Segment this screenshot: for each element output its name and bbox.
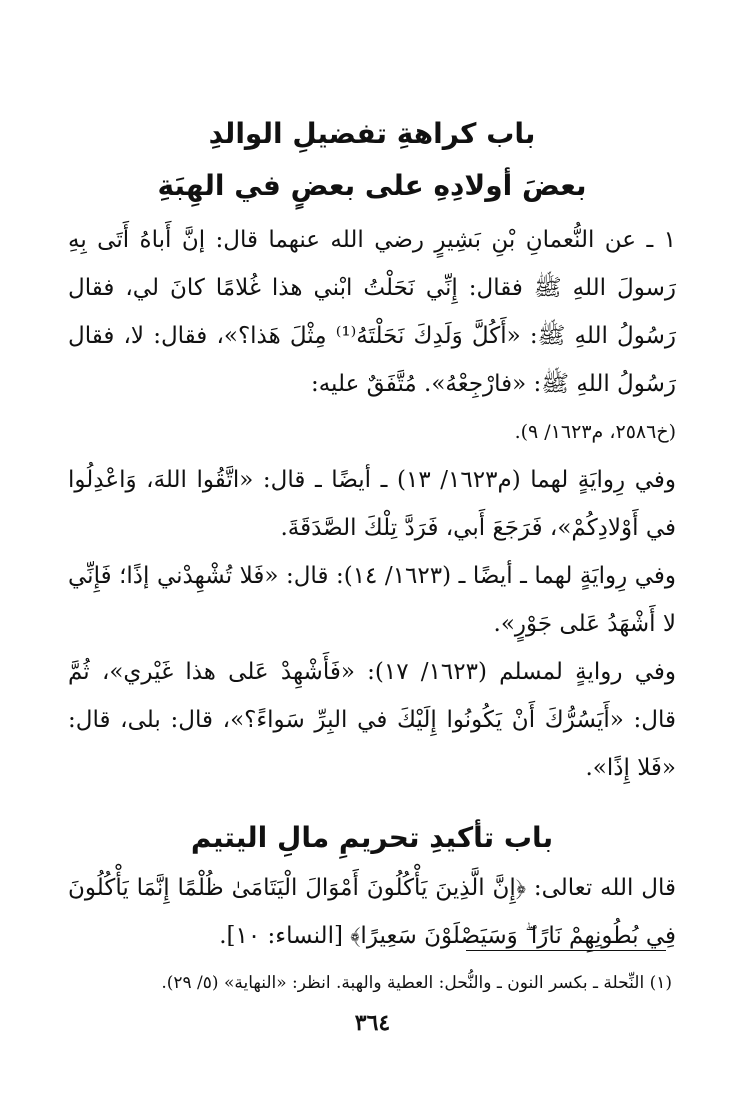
chapter-title-line-2: بعضَ أولادِهِ على بعضٍ في الهِبَةِ [157, 169, 587, 202]
page-body [68, 108, 676, 960]
hadith-paragraph: ١ ـ عن النُّعمانِ بْنِ بَشِيرٍ رضي الله عنهما قال: إنَّ أَباهُ أَتَى بِهِ رَسولَ اللهِ ﷺ فقال: إِنِّي نَحَلْتُ ابْني هذا غُلامًا كانَ لي، فقال رَسُولُ اللهِ ﷺ: «أَكُلَّ وَلَدِكَ نَحَلْتَهُ⁽¹⁾ مِثْلَ هَذا؟»، فقال: لا، فقال رَسُولُ اللهِ ﷺ: «فارْجِعْهُ». مُتَّفَقٌ عليه: [68, 227, 676, 397]
footnote: (١) النِّحلة ـ بكسر النون ـ والنُّحل: العطية والهبة. انظر: «النهاية» (٥/ ٢٩). [161, 973, 672, 993]
hadith-reference: (خ٢٥٨٦، م١٦٢٣/ ٩). [514, 421, 676, 443]
orphan-chapter-title: باب تأكيدِ تحريمِ مالِ اليتيم [190, 821, 554, 854]
narration-paragraph-2: وفي رِوايَةٍ لهما ـ أيضًا ـ (١٦٢٣/ ١٤): قال: «فَلا تُشْهِدْني إذًا؛ فَإِنِّي لا أَشْهَدُ عَلى جَوْرٍ». [68, 563, 676, 637]
orphan-section [68, 812, 676, 960]
narration-paragraph-1: وفي رِوايَةٍ لهما (م١٦٢٣/ ١٣) ـ أيضًا ـ قال: «اتَّقُوا اللهَ، وَاعْدِلُوا في أَوْلادِكُمْ»، فَرَجَعَ أَبي، فَرَدَّ تِلْكَ الصَّدَقَةَ. [68, 467, 677, 541]
chapter-title-line-1: باب كراهةِ تفضيلِ الوالدِ [208, 117, 536, 150]
footnote-divider [466, 950, 666, 951]
page-number: ٣٦٤ [354, 1010, 391, 1036]
narration-paragraph-3: وفي روايةٍ لمسلم (١٦٢٣/ ١٧): «فَأَشْهِدْ عَلى هذا غَيْري»، ثُمَّ قال: «أَيَسُرُّكَ أَنْ يَكُونُوا إِلَيْكَ في البِرِّ سَواءً؟»، قال: بلى، قال: «فَلا إِذًا». [68, 659, 676, 781]
quran-verse-paragraph: قال الله تعالى: ﴿إِنَّ الَّذِينَ يَأْكُلُونَ أَمْوَالَ الْيَتَامَىٰ ظُلْمًا إِنَّمَا يَأْكُلُونَ فِي بُطُونِهِمْ نَارًا ۖ وَسَيَصْلَوْنَ سَعِيرًا﴾ [النساء: ١٠]. [68, 875, 676, 949]
